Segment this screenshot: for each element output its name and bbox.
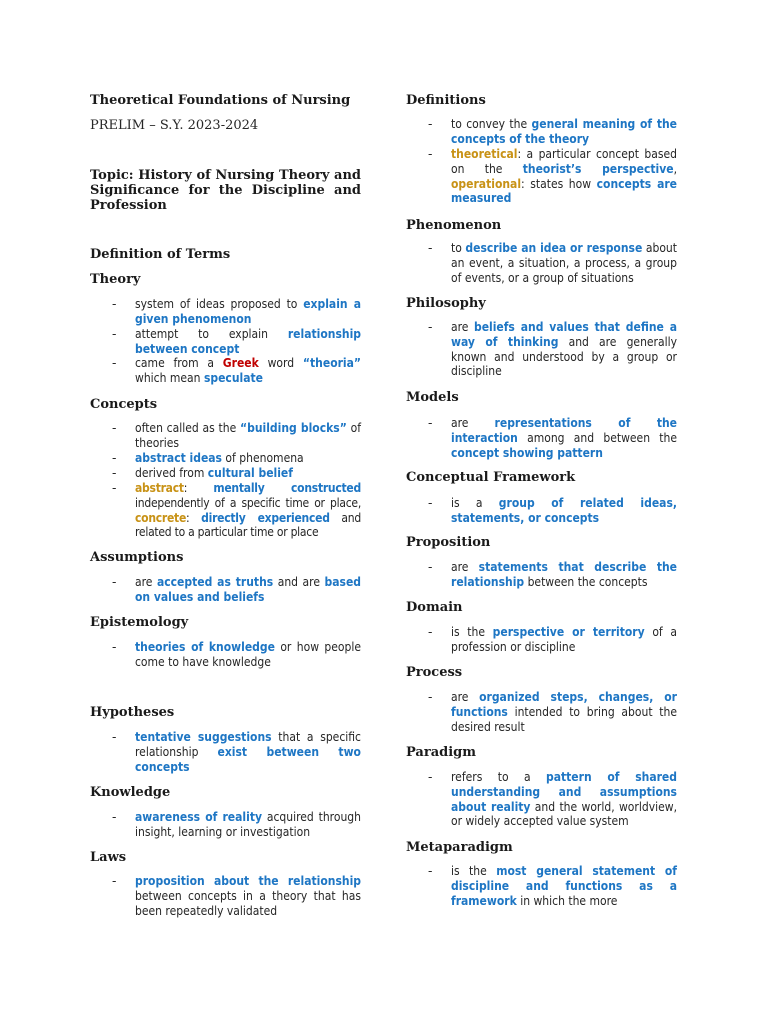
topic-title: Topic: History of Nursing Theory and Significance for the Discipline and Profession bbox=[90, 168, 361, 213]
proposition-heading: Proposition bbox=[406, 535, 491, 550]
philosophy-heading: Philosophy bbox=[406, 296, 486, 311]
bullet-dash: - bbox=[428, 416, 433, 431]
text: which mean bbox=[135, 370, 204, 385]
bullet-dash: - bbox=[428, 117, 433, 132]
bullet-dash: - bbox=[428, 496, 433, 511]
key-phrase: cultural belief bbox=[207, 466, 293, 480]
key-phrase: statements that describe the relationship bbox=[451, 560, 677, 589]
text: to bbox=[451, 241, 466, 255]
text: to convey the bbox=[451, 117, 532, 131]
bullet-dash: - bbox=[112, 356, 117, 371]
key-phrase: directly experienced bbox=[201, 510, 330, 525]
key-phrase: mentally constructed bbox=[213, 481, 361, 495]
text: is a bbox=[451, 496, 499, 510]
bullet-dash: - bbox=[112, 481, 117, 496]
concepts-heading: Concepts bbox=[90, 397, 158, 412]
key-phrase: general meaning of the concepts of the theory bbox=[451, 117, 677, 146]
metaparadigm-heading: Metaparadigm bbox=[406, 840, 513, 855]
process-heading: Process bbox=[406, 665, 463, 680]
key-phrase: “theoria” bbox=[302, 356, 362, 370]
bullet-dash: - bbox=[112, 466, 117, 481]
bullet-dash: - bbox=[112, 451, 117, 466]
text: is the bbox=[451, 625, 493, 639]
text: : states how bbox=[521, 176, 597, 191]
key-phrase: tentative suggestions bbox=[135, 730, 272, 744]
emphasis-gold: concrete bbox=[135, 510, 187, 525]
text: are bbox=[451, 320, 474, 334]
key-phrase: explain a given phenomenon bbox=[135, 297, 362, 326]
bullet-dash: - bbox=[428, 147, 433, 162]
bullet-dash: - bbox=[112, 640, 117, 655]
bullet-dash: - bbox=[428, 320, 433, 335]
key-phrase: theories of knowledge bbox=[135, 640, 275, 654]
text: word bbox=[258, 356, 303, 370]
text: are bbox=[451, 416, 495, 430]
text: or how people come to have knowledge bbox=[135, 640, 361, 669]
key-phrase: organized steps, changes, or functions bbox=[451, 690, 678, 719]
text: of theories bbox=[135, 421, 361, 450]
bullet-dash: - bbox=[112, 810, 117, 825]
text: came from a bbox=[135, 356, 223, 370]
text: independently of a specific time or place, bbox=[135, 495, 361, 510]
emphasis-gold: operational bbox=[451, 176, 522, 191]
domain-heading: Domain bbox=[406, 600, 463, 615]
text: intended to bring about the desired result bbox=[451, 704, 677, 734]
key-phrase: proposition about the relationship bbox=[135, 874, 361, 888]
bullet-dash: - bbox=[112, 730, 117, 745]
epistemology-heading: Epistemology bbox=[90, 615, 189, 630]
text: and are bbox=[273, 575, 325, 589]
text: are bbox=[135, 575, 157, 589]
text: of a profession or discipline bbox=[451, 625, 677, 654]
key-phrase: accepted as truths bbox=[156, 575, 274, 589]
text: : bbox=[186, 510, 202, 525]
text: among and between the bbox=[517, 430, 677, 445]
text: and are generally known and understood by a group or discipline bbox=[451, 334, 677, 379]
models-heading: Models bbox=[406, 390, 459, 405]
text: and the world, worldview, or widely accepted value system bbox=[451, 799, 677, 829]
emphasis-red: Greek bbox=[222, 356, 259, 370]
key-phrase: perspective or territory bbox=[492, 625, 645, 639]
text: is the bbox=[451, 864, 497, 878]
key-phrase: abstract ideas bbox=[135, 451, 222, 465]
key-phrase: awareness of reality bbox=[135, 810, 263, 824]
text: : bbox=[183, 481, 214, 495]
text: often called as the bbox=[135, 421, 241, 435]
bullet-dash: - bbox=[428, 690, 433, 705]
bullet-dash: - bbox=[428, 770, 433, 785]
definitions-heading: Definitions bbox=[406, 93, 486, 108]
text: derived from bbox=[135, 466, 208, 480]
text: of phenomena bbox=[222, 451, 304, 465]
text: , bbox=[673, 161, 677, 176]
bullet-dash: - bbox=[112, 421, 117, 436]
text: that a specific relationship bbox=[135, 730, 361, 759]
theory-heading: Theory bbox=[90, 272, 141, 287]
bullet-dash: - bbox=[112, 327, 117, 342]
text: and related to a particular time or place bbox=[135, 510, 361, 540]
text: are bbox=[451, 560, 479, 574]
key-phrase: exist between two concepts bbox=[135, 744, 361, 774]
text: refers to a bbox=[451, 770, 546, 784]
key-phrase: theorist’s perspective bbox=[522, 161, 674, 176]
text: between concepts in a theory that has been repeatedly validated bbox=[135, 888, 361, 918]
bullet-dash: - bbox=[428, 864, 433, 879]
text: between the concepts bbox=[524, 574, 648, 589]
hypotheses-heading: Hypotheses bbox=[90, 705, 175, 720]
bullet-dash: - bbox=[428, 625, 433, 640]
text: about an event, a situation, a process, a group of events, or a group of situations bbox=[451, 241, 678, 285]
assumptions-heading: Assumptions bbox=[90, 550, 184, 565]
definition-of-terms-heading: Definition of Terms bbox=[90, 247, 231, 262]
key-phrase: representations of the interaction bbox=[451, 416, 678, 445]
key-phrase: pattern of shared understanding and assumptions about reality bbox=[451, 770, 677, 814]
key-phrase: based on values and beliefs bbox=[135, 575, 362, 604]
text: system of ideas proposed to bbox=[135, 297, 304, 311]
knowledge-heading: Knowledge bbox=[90, 785, 171, 800]
key-phrase: concept showing pattern bbox=[451, 445, 603, 460]
bullet-dash: - bbox=[428, 560, 433, 575]
laws-heading: Laws bbox=[90, 850, 127, 865]
text: are bbox=[451, 690, 480, 704]
bullet-dash: - bbox=[112, 575, 117, 590]
key-phrase: concepts are measured bbox=[451, 176, 677, 206]
text: acquired through insight, learning or investigation bbox=[135, 810, 361, 839]
key-phrase: describe an idea or response bbox=[465, 241, 643, 255]
term-label: PRELIM – S.Y. 2023-2024 bbox=[90, 118, 259, 133]
paradigm-heading: Paradigm bbox=[406, 745, 476, 760]
emphasis-gold: abstract bbox=[135, 481, 184, 495]
key-phrase: beliefs and values that define a way of thinking bbox=[451, 320, 677, 349]
key-phrase: speculate bbox=[203, 370, 263, 385]
key-phrase: “building blocks” bbox=[240, 421, 347, 435]
phenomenon-heading: Phenomenon bbox=[406, 218, 502, 233]
text: : a particular concept based on the bbox=[451, 147, 677, 176]
key-phrase: most general statement of discipline and functions as a framework bbox=[451, 864, 677, 908]
emphasis-gold: theoretical bbox=[451, 147, 518, 161]
bullet-dash: - bbox=[112, 297, 117, 312]
bullet-dash: - bbox=[112, 874, 117, 889]
text: in which the more bbox=[516, 893, 618, 908]
key-phrase: group of related ideas, statements, or concepts bbox=[451, 496, 677, 525]
bullet-dash: - bbox=[428, 241, 433, 256]
document-title: Theoretical Foundations of Nursing bbox=[90, 93, 351, 108]
conceptual-framework-heading: Conceptual Framework bbox=[406, 470, 576, 485]
text: attempt to explain bbox=[135, 327, 288, 341]
key-phrase: relationship between concept bbox=[135, 327, 361, 356]
